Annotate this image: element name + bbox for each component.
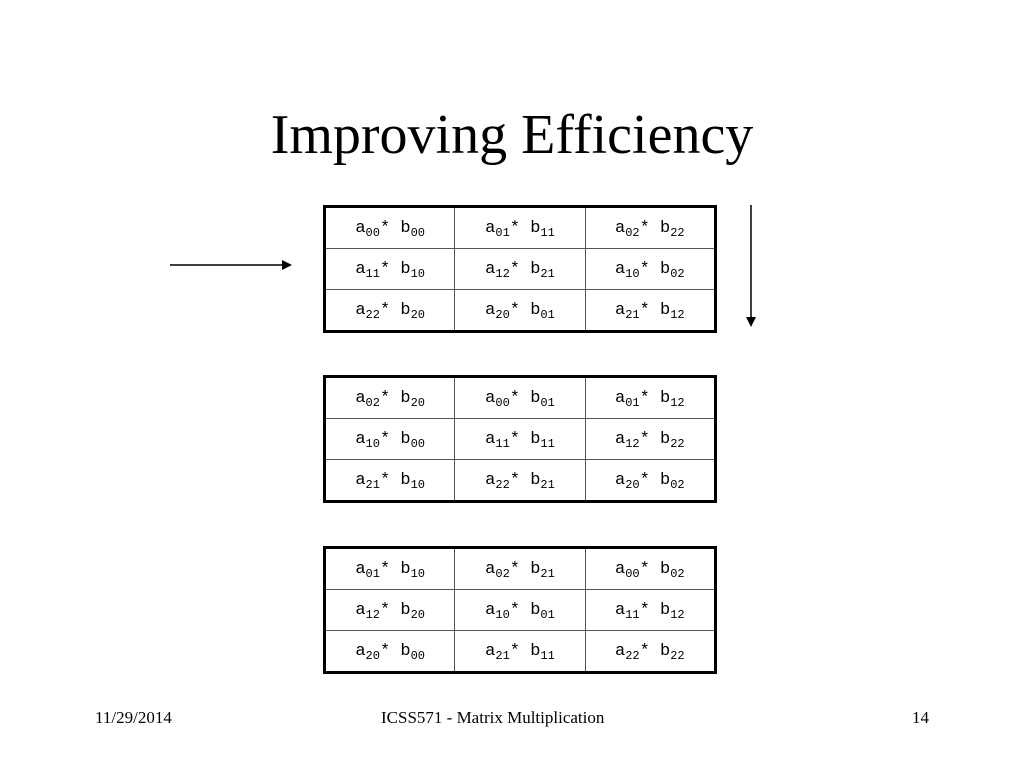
a-index: 01 — [365, 566, 380, 581]
product-cell — [585, 207, 715, 249]
table-row — [325, 290, 716, 332]
a-symbol: a — [485, 388, 496, 408]
multiply-operator: * — [639, 470, 661, 490]
product-cell — [585, 419, 715, 460]
b-symbol: b — [530, 218, 541, 238]
b-symbol: b — [660, 641, 671, 661]
a-symbol: a — [485, 300, 496, 320]
table-row — [325, 377, 716, 419]
multiply-operator: * — [379, 470, 401, 490]
b-symbol: b — [400, 641, 411, 661]
product-cell — [455, 377, 585, 419]
b-index: 20 — [410, 307, 425, 322]
a-index: 21 — [365, 477, 380, 492]
multiply-operator: * — [379, 388, 401, 408]
a-index: 12 — [625, 436, 640, 451]
b-index: 20 — [410, 607, 425, 622]
product-cell — [455, 631, 585, 673]
b-index: 02 — [670, 477, 685, 492]
a-symbol: a — [485, 218, 496, 238]
product-cell — [325, 631, 455, 673]
a-symbol: a — [355, 559, 366, 579]
a-index: 00 — [625, 566, 640, 581]
product-cell — [585, 460, 715, 502]
table-row — [325, 419, 716, 460]
product-cell — [325, 548, 455, 590]
a-index: 02 — [625, 225, 640, 240]
multiply-operator: * — [509, 388, 531, 408]
b-index: 11 — [540, 436, 555, 451]
a-symbol: a — [355, 218, 366, 238]
b-index: 20 — [410, 395, 425, 410]
a-index: 01 — [495, 225, 510, 240]
a-index: 20 — [495, 307, 510, 322]
a-symbol: a — [485, 429, 496, 449]
down-arrow-icon — [745, 205, 757, 330]
b-index: 02 — [670, 566, 685, 581]
b-index: 02 — [670, 266, 685, 281]
a-index: 10 — [365, 436, 380, 451]
table-row — [325, 631, 716, 673]
a-index: 11 — [495, 436, 510, 451]
b-symbol: b — [400, 259, 411, 279]
b-index: 12 — [670, 307, 685, 322]
b-index: 11 — [540, 648, 555, 663]
a-symbol: a — [485, 559, 496, 579]
b-symbol: b — [530, 600, 541, 620]
a-symbol: a — [615, 470, 626, 490]
multiply-operator: * — [639, 641, 661, 661]
b-index: 10 — [410, 566, 425, 581]
a-index: 00 — [365, 225, 380, 240]
multiply-operator: * — [379, 600, 401, 620]
b-symbol: b — [530, 641, 541, 661]
product-cell — [455, 548, 585, 590]
a-symbol: a — [615, 218, 626, 238]
b-symbol: b — [660, 259, 671, 279]
product-cell — [325, 207, 455, 249]
b-symbol: b — [660, 429, 671, 449]
b-symbol: b — [660, 218, 671, 238]
multiply-operator: * — [639, 259, 661, 279]
b-index: 10 — [410, 266, 425, 281]
b-index: 00 — [410, 648, 425, 663]
table-row — [325, 460, 716, 502]
b-index: 10 — [410, 477, 425, 492]
multiply-operator: * — [639, 218, 661, 238]
product-cell — [585, 548, 715, 590]
a-index: 11 — [365, 266, 380, 281]
b-symbol: b — [660, 470, 671, 490]
b-index: 01 — [540, 607, 555, 622]
multiply-operator: * — [509, 429, 531, 449]
a-index: 21 — [625, 307, 640, 322]
a-index: 12 — [495, 266, 510, 281]
a-symbol: a — [355, 470, 366, 490]
a-symbol: a — [355, 300, 366, 320]
b-symbol: b — [660, 559, 671, 579]
product-cell — [455, 290, 585, 332]
multiply-operator: * — [639, 600, 661, 620]
right-arrow-icon — [170, 259, 295, 271]
b-index: 00 — [410, 225, 425, 240]
b-index: 22 — [670, 648, 685, 663]
b-symbol: b — [530, 388, 541, 408]
footer-page-number: 14 — [912, 708, 929, 727]
b-index: 12 — [670, 607, 685, 622]
b-index: 01 — [540, 307, 555, 322]
multiply-operator: * — [509, 218, 531, 238]
a-symbol: a — [615, 559, 626, 579]
b-symbol: b — [400, 470, 411, 490]
b-symbol: b — [660, 300, 671, 320]
a-symbol: a — [615, 300, 626, 320]
a-symbol: a — [485, 259, 496, 279]
b-symbol: b — [400, 218, 411, 238]
product-table-2 — [323, 375, 717, 503]
multiply-operator: * — [639, 559, 661, 579]
b-index: 21 — [540, 477, 555, 492]
a-symbol: a — [615, 429, 626, 449]
table-row — [325, 207, 716, 249]
b-index: 22 — [670, 436, 685, 451]
table-row — [325, 249, 716, 290]
slide-title: Improving Efficiency — [270, 104, 754, 166]
b-symbol: b — [400, 600, 411, 620]
a-symbol: a — [355, 429, 366, 449]
product-cell — [325, 377, 455, 419]
product-cell — [455, 419, 585, 460]
a-index: 10 — [625, 266, 640, 281]
b-index: 12 — [670, 395, 685, 410]
product-cell — [585, 631, 715, 673]
product-cell — [585, 290, 715, 332]
a-index: 20 — [625, 477, 640, 492]
b-symbol: b — [530, 300, 541, 320]
b-index: 00 — [410, 436, 425, 451]
a-symbol: a — [615, 388, 626, 408]
b-symbol: b — [660, 388, 671, 408]
b-index: 22 — [670, 225, 685, 240]
multiply-operator: * — [509, 600, 531, 620]
a-index: 21 — [495, 648, 510, 663]
a-index: 22 — [365, 307, 380, 322]
product-cell — [585, 249, 715, 290]
product-cell — [455, 460, 585, 502]
b-symbol: b — [530, 429, 541, 449]
footer-title: ICSS571 - Matrix Multiplication — [381, 708, 605, 727]
multiply-operator: * — [379, 559, 401, 579]
multiply-operator: * — [639, 300, 661, 320]
a-symbol: a — [355, 259, 366, 279]
product-cell — [325, 460, 455, 502]
a-index: 22 — [625, 648, 640, 663]
a-symbol: a — [485, 641, 496, 661]
a-symbol: a — [355, 388, 366, 408]
b-symbol: b — [400, 388, 411, 408]
b-index: 21 — [540, 566, 555, 581]
table-row — [325, 590, 716, 631]
product-cell — [585, 590, 715, 631]
footer-date: 11/29/2014 — [95, 708, 172, 727]
table-row — [325, 548, 716, 590]
a-index: 11 — [625, 607, 640, 622]
multiply-operator: * — [509, 559, 531, 579]
b-symbol: b — [400, 300, 411, 320]
product-table-1 — [323, 205, 717, 333]
b-index: 11 — [540, 225, 555, 240]
a-index: 10 — [495, 607, 510, 622]
a-index: 02 — [365, 395, 380, 410]
b-index: 21 — [540, 266, 555, 281]
multiply-operator: * — [379, 218, 401, 238]
multiply-operator: * — [509, 470, 531, 490]
a-index: 00 — [495, 395, 510, 410]
multiply-operator: * — [509, 300, 531, 320]
multiply-operator: * — [379, 259, 401, 279]
multiply-operator: * — [379, 429, 401, 449]
b-index: 01 — [540, 395, 555, 410]
a-symbol: a — [485, 600, 496, 620]
a-symbol: a — [615, 600, 626, 620]
product-cell — [325, 419, 455, 460]
b-symbol: b — [530, 259, 541, 279]
a-symbol: a — [355, 641, 366, 661]
multiply-operator: * — [639, 388, 661, 408]
a-index: 01 — [625, 395, 640, 410]
a-symbol: a — [615, 641, 626, 661]
a-index: 02 — [495, 566, 510, 581]
a-index: 20 — [365, 648, 380, 663]
product-cell — [585, 377, 715, 419]
b-symbol: b — [530, 470, 541, 490]
a-index: 12 — [365, 607, 380, 622]
product-cell — [325, 290, 455, 332]
product-cell — [325, 249, 455, 290]
multiply-operator: * — [509, 641, 531, 661]
product-table-3 — [323, 546, 717, 674]
b-symbol: b — [400, 559, 411, 579]
b-symbol: b — [660, 600, 671, 620]
a-index: 22 — [495, 477, 510, 492]
b-symbol: b — [530, 559, 541, 579]
product-cell — [325, 590, 455, 631]
b-symbol: b — [400, 429, 411, 449]
a-symbol: a — [355, 600, 366, 620]
a-symbol: a — [485, 470, 496, 490]
multiply-operator: * — [379, 300, 401, 320]
multiply-operator: * — [379, 641, 401, 661]
multiply-operator: * — [639, 429, 661, 449]
product-cell — [455, 590, 585, 631]
a-symbol: a — [615, 259, 626, 279]
product-cell — [455, 249, 585, 290]
multiply-operator: * — [509, 259, 531, 279]
product-cell — [455, 207, 585, 249]
